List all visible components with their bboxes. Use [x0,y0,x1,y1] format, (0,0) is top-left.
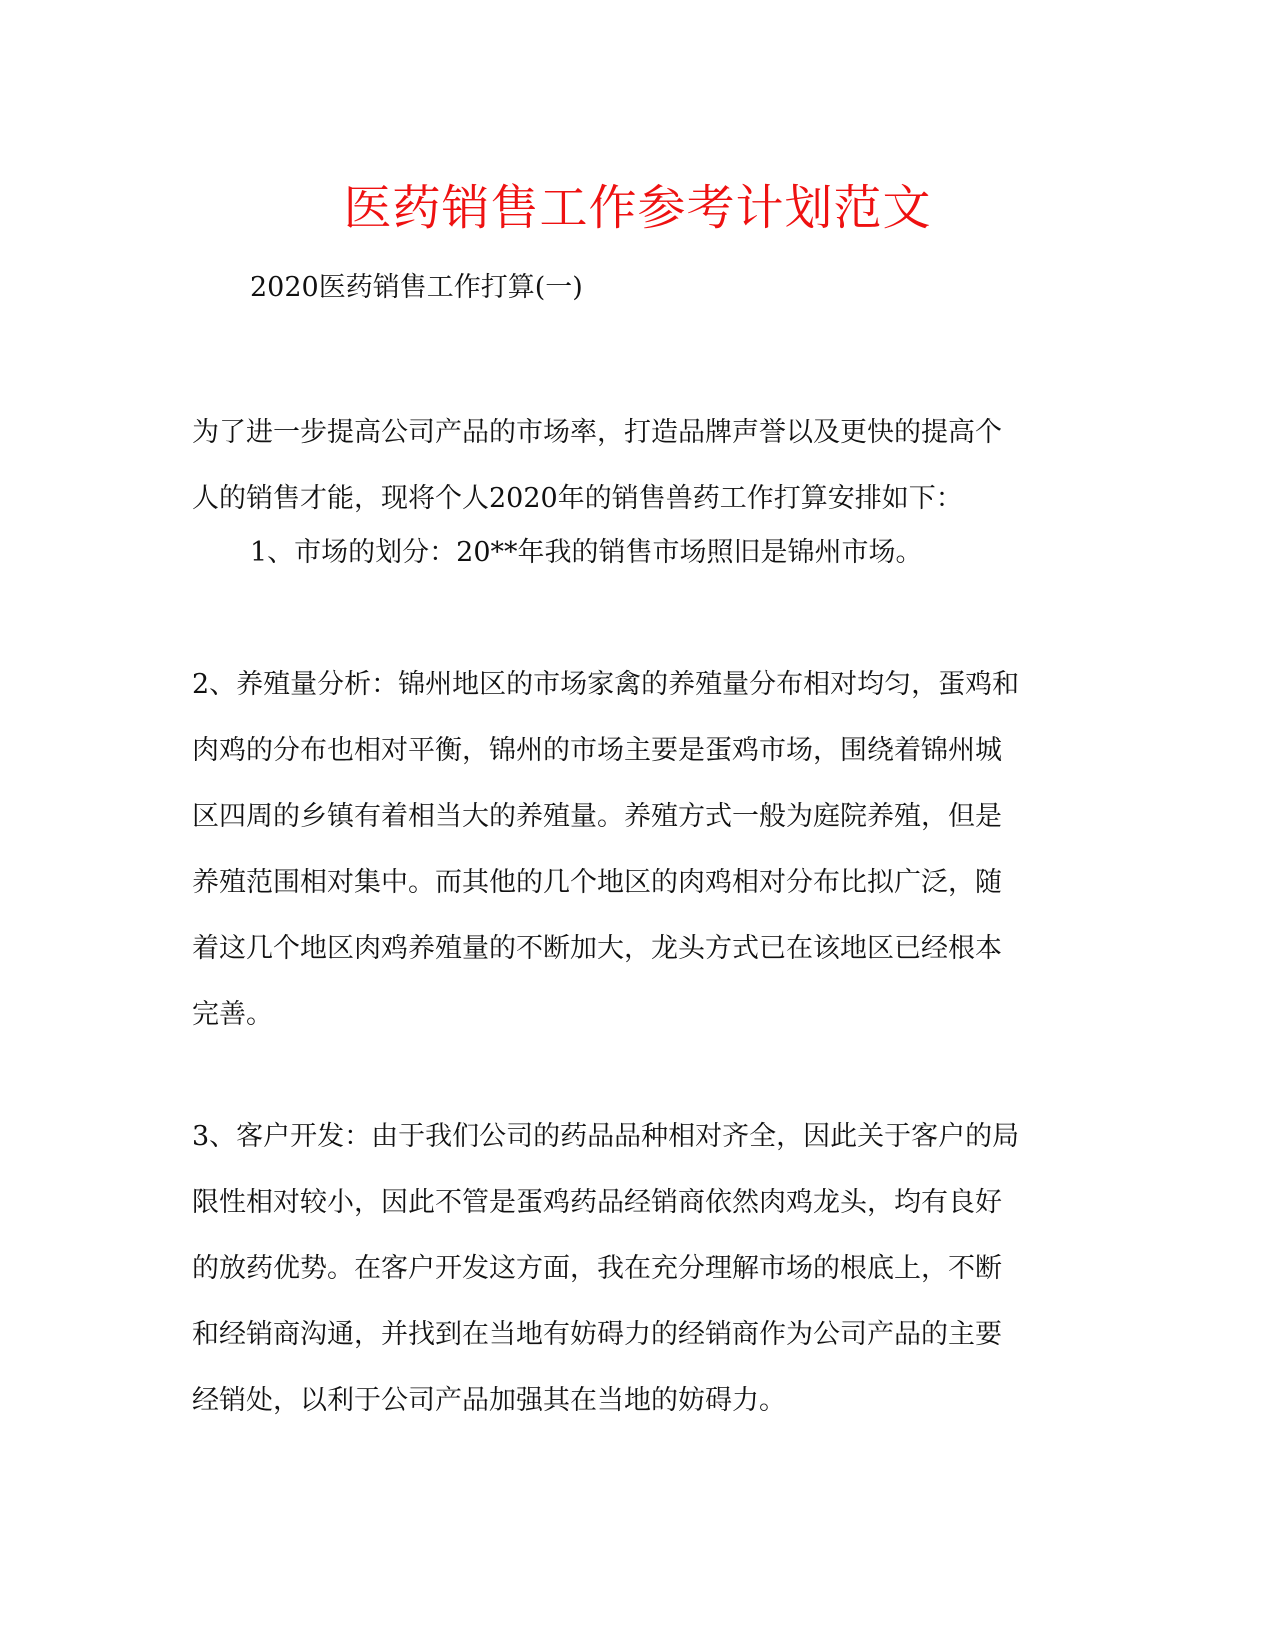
paragraph-line: 限性相对较小，因此不管是蛋鸡药品经销商依然肉鸡龙头，均有良好 [192,1187,1002,1218]
paragraph-line: 经销处，以利于公司产品加强其在当地的妨碍力。 [192,1385,786,1416]
paragraph-breeding-analysis [192,652,1092,1048]
paragraph-line: 1、市场的划分：20**年我的销售市场照旧是锦州市场。 [250,537,923,568]
document-title: 医药销售工作参考计划范文 [343,180,932,236]
paragraph-line: 3、客户开发：由于我们公司的药品品种相对齐全，因此关于客户的局 [192,1121,1020,1152]
paragraph-line: 2、养殖量分析：锦州地区的市场家禽的养殖量分布相对均匀，蛋鸡和 [192,669,1020,700]
paragraph-customer-development [192,1104,1092,1434]
paragraph-market-division [250,520,1150,586]
paragraph-line: 养殖范围相对集中。而其他的几个地区的肉鸡相对分布比拟广泛，随 [192,867,1002,898]
paragraph-line: 肉鸡的分布也相对平衡，锦州的市场主要是蛋鸡市场，围绕着锦州城 [192,735,1002,766]
paragraph-line: 为了进一步提高公司产品的市场率，打造品牌声誉以及更快的提高个 [192,417,1002,448]
paragraph-line: 和经销商沟通，并找到在当地有妨碍力的经销商作为公司产品的主要 [192,1319,1002,1350]
paragraph-line: 着这几个地区肉鸡养殖量的不断加大，龙头方式已在该地区已经根本 [192,933,1002,964]
document-subtitle: 2020医药销售工作打算(一) [250,272,583,303]
paragraph-line: 完善。 [192,999,273,1030]
paragraph-line: 的放药优势。在客户开发这方面，我在充分理解市场的根底上，不断 [192,1253,1002,1284]
paragraph-intro [192,400,1092,532]
paragraph-line: 人的销售才能，现将个人2020年的销售兽药工作打算安排如下： [192,483,963,514]
paragraph-line: 区四周的乡镇有着相当大的养殖量。养殖方式一般为庭院养殖，但是 [192,801,1002,832]
